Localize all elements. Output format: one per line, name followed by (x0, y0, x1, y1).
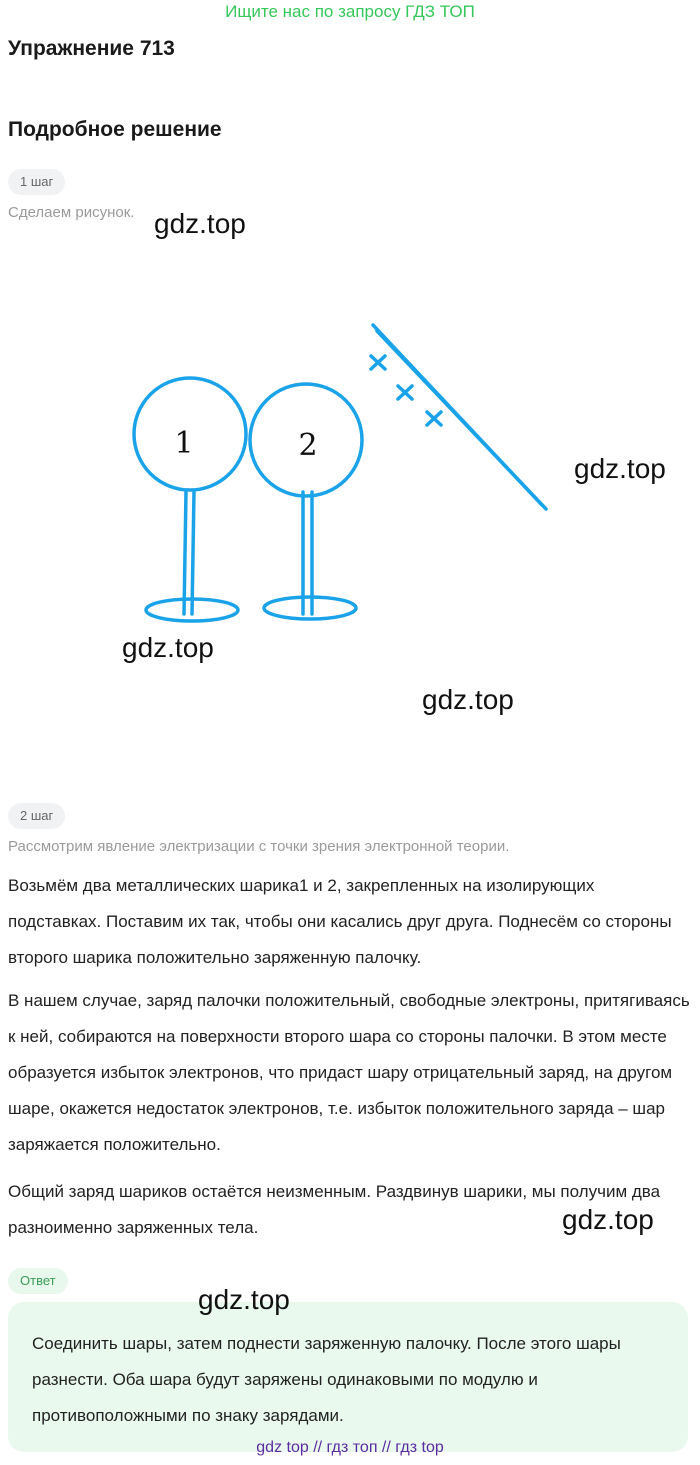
step-1-badge: 1 шаг (8, 169, 65, 195)
ball-2-base (264, 597, 356, 619)
step-2-intro: Рассмотрим явление электризации с точки зрения электронной теории. (8, 838, 510, 855)
answer-badge: Ответ (8, 1268, 68, 1294)
ball-1-stand-line-a (184, 492, 186, 614)
ball-1-label: 1 (174, 426, 194, 461)
ball-2-label: 2 (298, 428, 318, 463)
footer-links[interactable]: gdz top // гдз топ // гдз top (256, 1439, 444, 1456)
step-1-text: Сделаем рисунок. (8, 204, 135, 221)
watermark: gdz.top (422, 684, 514, 715)
watermark: gdz.top (122, 632, 214, 663)
solution-title: Подробное решение (8, 118, 222, 141)
rod-line-b (377, 331, 546, 509)
watermark: gdz.top (562, 1204, 654, 1235)
watermark: gdz.top (154, 208, 246, 239)
step-2-paragraph-3: Общий заряд шариков остаётся неизменным. Раздвинув шарики, мы получим два разноименно заряженных тела. (8, 1182, 661, 1237)
charge-marks (371, 356, 441, 425)
watermark: gdz.top (574, 453, 666, 484)
step-2-badge: 2 шаг (8, 803, 65, 829)
step-2-paragraph-1: Возьмём два металлических шарика1 и 2, закрепленных на изолирующих подставках. Поставим их так, чтобы они касались друг друга. Поднесём со стороны второго шарика положительно заряженную палочку. (8, 876, 672, 967)
exercise-title: Упражнение 713 (8, 37, 175, 60)
watermark: gdz.top (198, 1284, 290, 1315)
answer-box (8, 1302, 688, 1452)
answer-text: Соединить шары, затем поднести заряженную палочку. После этого шары разнести. Оба шара будут заряжены одинаковыми по модулю и противоположными по знаку зарядами. (32, 1334, 621, 1425)
step-2-paragraph-2: В нашем случае, заряд палочки положительный, свободные электроны, притягиваясь к ней, собираются на поверхности второго шара со стороны палочки. В этом месте образуется избыток электронов, что придаст шару отрицательный заряд, на другом шаре, окажется недостаток электронов, т.е. избыток положительного заряда – шар заряжается положительно. (8, 991, 690, 1154)
top-banner: Ищите нас по запросу ГДЗ ТОП (225, 2, 475, 21)
ball-1-stand-line-b (192, 492, 194, 614)
